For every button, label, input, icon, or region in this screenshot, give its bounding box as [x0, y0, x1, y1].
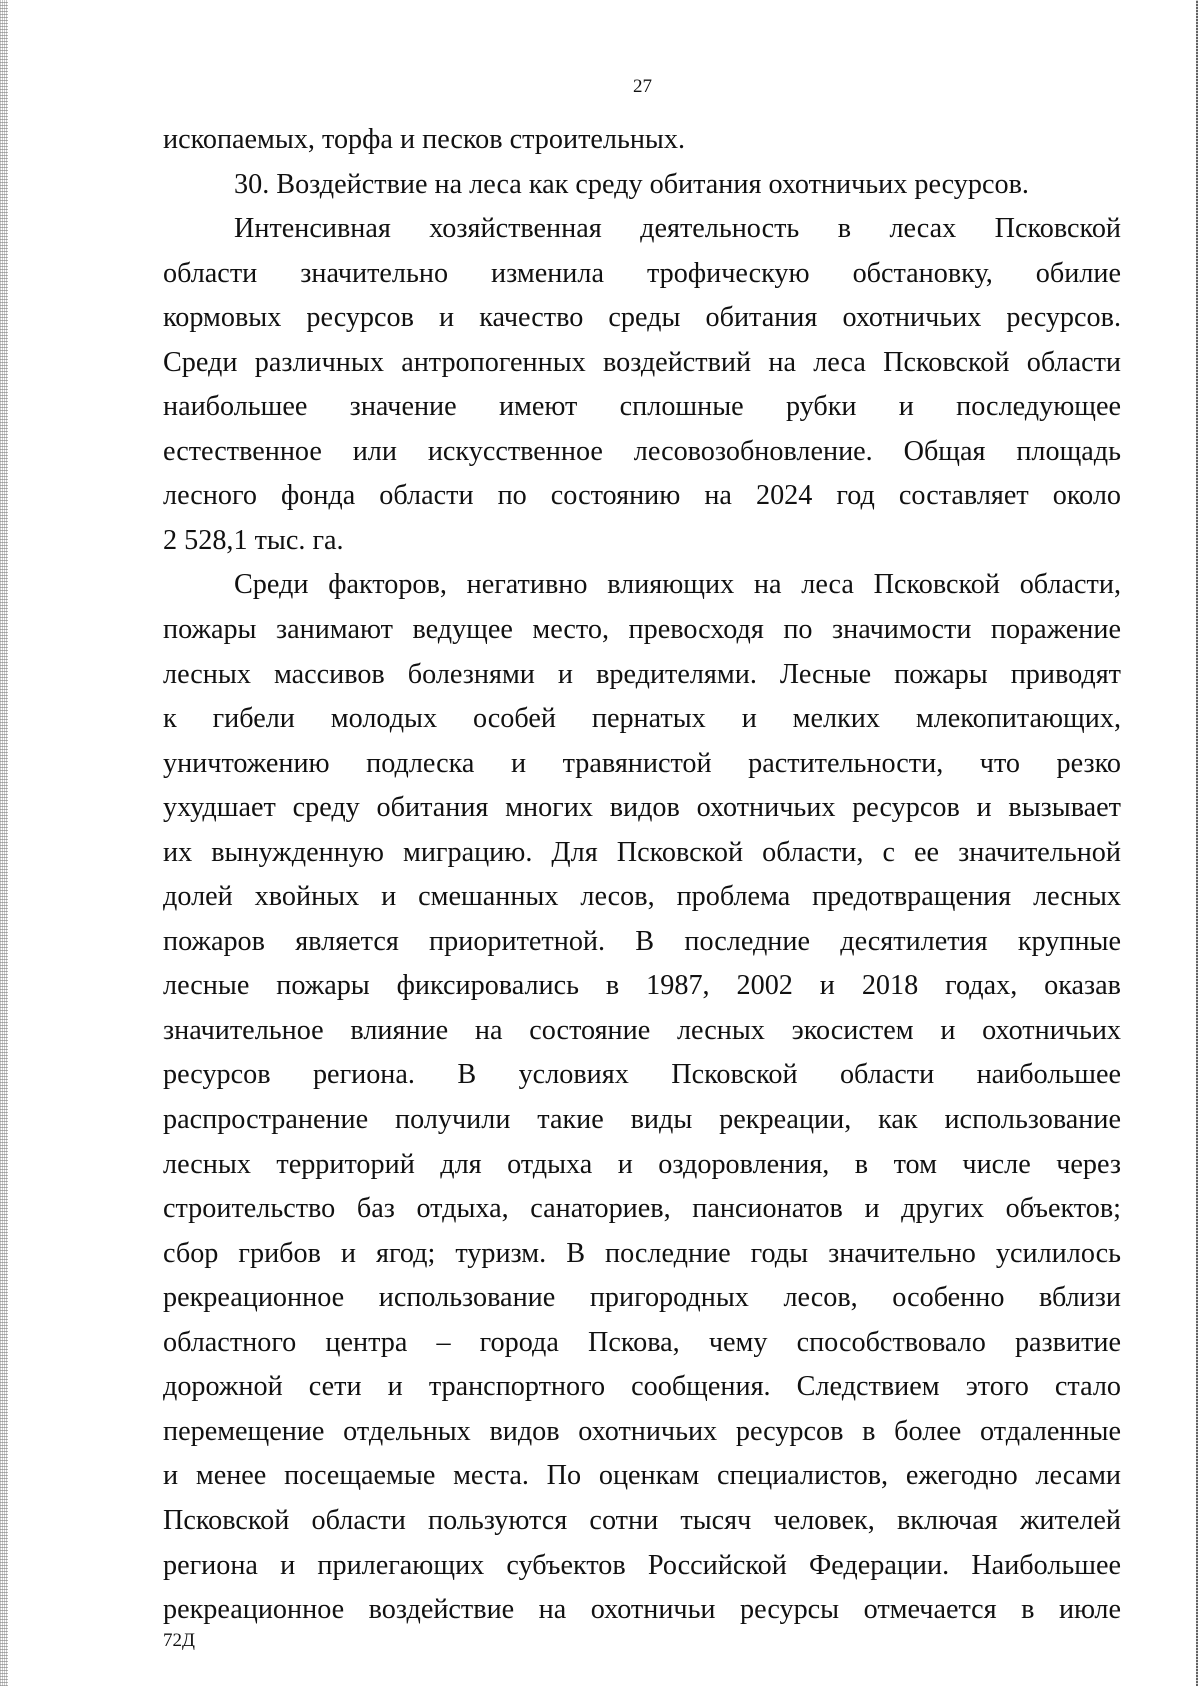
text-line: к гибели молодых особей пернатых и мелких млекопитающих,: [163, 703, 1121, 735]
text-line: Среди различных антропогенных воздействий на леса Псковской области: [163, 346, 1121, 378]
text-line: областного центра – города Пскова, чему способствовало развитие: [163, 1326, 1121, 1358]
text-line: Псковской области пользуются сотни тысяч человек, включая жителей: [163, 1504, 1121, 1536]
text-line: строительство баз отдыха, санаториев, пансионатов и других объектов;: [163, 1193, 1121, 1225]
text-line: и менее посещаемые места. По оценкам специалистов, ежегодно лесами: [163, 1460, 1121, 1492]
text-line: долей хвойных и смешанных лесов, проблема предотвращения лесных: [163, 881, 1121, 913]
text-line: региона и прилегающих субъектов Российской Федерации. Наибольшее: [163, 1549, 1121, 1581]
text-line: пожары занимают ведущее место, превосходя по значимости поражение: [163, 614, 1121, 646]
text-line: естественное или искусственное лесовозобновление. Общая площадь: [163, 435, 1121, 467]
text-line: ископаемых, торфа и песков строительных.: [163, 124, 685, 155]
text-line: лесных массивов болезнями и вредителями. Лесные пожары приводят: [163, 658, 1121, 690]
text-line: наибольшее значение имеют сплошные рубки и последующее: [163, 391, 1121, 423]
text-line: пожаров является приоритетной. В последние десятилетия крупные: [163, 925, 1121, 957]
scan-edge-left: [0, 0, 8, 1686]
text-line: лесные пожары фиксировались в 1987, 2002 и 2018 годах, оказав: [163, 970, 1121, 1002]
text-line: рекреационное использование пригородных лесов, особенно вблизи: [163, 1282, 1121, 1314]
text-line: ухудшает среду обитания многих видов охотничьих ресурсов и вызывает: [163, 792, 1121, 824]
scan-edge-right: [1196, 0, 1198, 1686]
text-line: рекреационное воздействие на охотничьи ресурсы отмечается в июле: [163, 1594, 1121, 1626]
text-line: дорожной сети и транспортного сообщения. Следствием этого стало: [163, 1371, 1121, 1403]
text-line: их вынужденную миграцию. Для Псковской области, с ее значительной: [163, 836, 1121, 868]
text-line: сбор грибов и ягод; туризм. В последние годы значительно усилилось: [163, 1237, 1121, 1269]
text-line: 2 528,1 тыс. га.: [163, 524, 344, 556]
text-line: кормовых ресурсов и качество среды обитания охотничьих ресурсов.: [163, 302, 1121, 334]
text-line: области значительно изменила трофическую обстановку, обилие: [163, 257, 1121, 289]
text-line: Среди факторов, негативно влияющих на леса Псковской области,: [234, 569, 1121, 601]
text-line: Интенсивная хозяйственная деятельность в лесах Псковской: [234, 213, 1121, 245]
page-number: 27: [633, 76, 652, 97]
footer-document-code: 72Д: [163, 1630, 195, 1651]
text-line: уничтожению подлеска и травянистой растительности, что резко: [163, 747, 1121, 779]
text-line: распространение получили такие виды рекреации, как использование: [163, 1104, 1121, 1136]
text-line: ресурсов региона. В условиях Псковской области наибольшее: [163, 1059, 1121, 1091]
text-line: значительное влияние на состояние лесных экосистем и охотничьих: [163, 1014, 1121, 1046]
text-line: 30. Воздействие на леса как среду обитания охотничьих ресурсов.: [234, 168, 1029, 200]
text-line: перемещение отдельных видов охотничьих ресурсов в более отдаленные: [163, 1415, 1121, 1447]
text-line: лесных территорий для отдыха и оздоровления, в том числе через: [163, 1148, 1121, 1180]
text-line: лесного фонда области по состоянию на 2024 год составляет около: [163, 480, 1121, 512]
document-body: [163, 118, 1121, 1633]
